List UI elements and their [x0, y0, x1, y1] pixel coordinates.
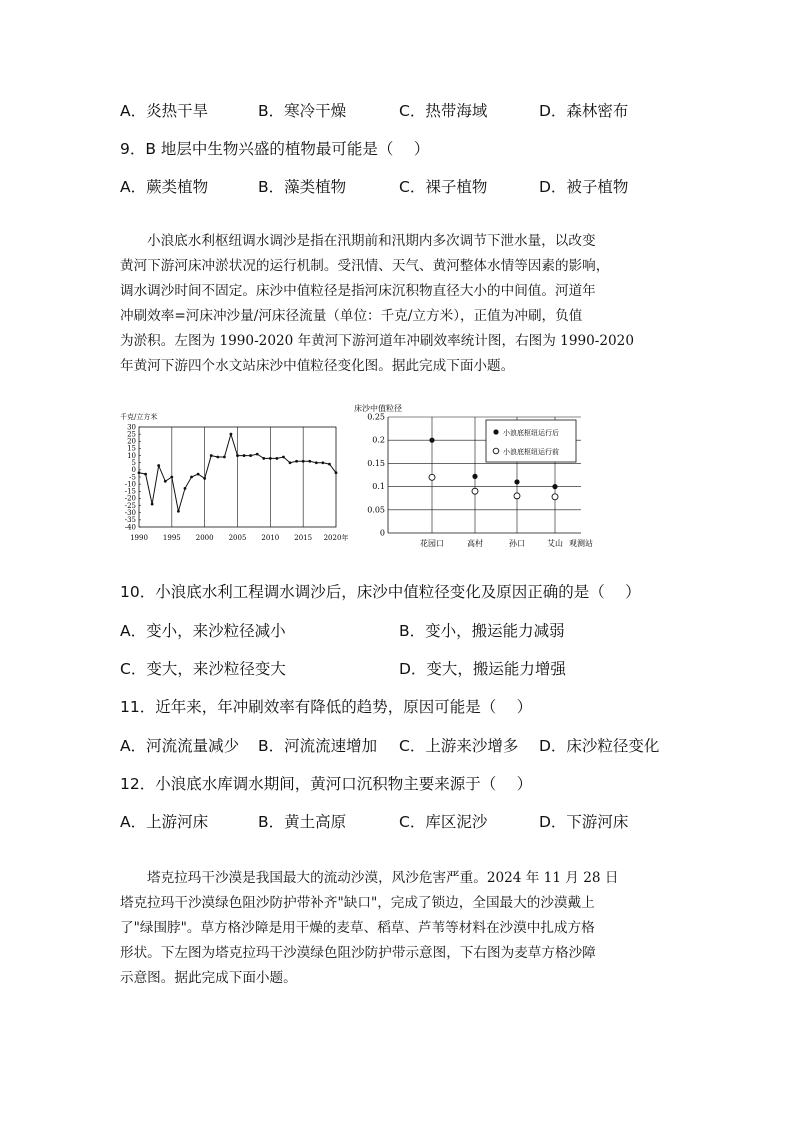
- passage-line: 为淤积。左图为 1990-2020 年黄河下游河道年冲刷效率统计图，右图为 1990-2020: [120, 333, 634, 349]
- left-x-tick-label: 2010: [261, 534, 280, 542]
- scouring-data-point: [328, 463, 331, 466]
- right-y-tick-label: 0.1: [372, 482, 385, 492]
- scouring-data-point: [315, 461, 318, 464]
- after-operation-point: [514, 479, 519, 484]
- before-operation-point: [429, 474, 435, 480]
- scouring-data-point: [308, 460, 311, 463]
- q9-option-d: D．被子植物: [539, 178, 629, 196]
- scouring-data-point: [170, 476, 173, 479]
- scouring-data-point: [216, 456, 219, 459]
- q8-option-c: C．热带海域: [399, 102, 488, 120]
- passage-line: 塔克拉玛干沙漠是我国最大的流动沙漠，风沙危害严重。2024 年 11 月 28 日: [147, 870, 619, 886]
- left-y-tick-label: 15: [127, 444, 136, 453]
- passage-line: 形状。下左图为塔克拉玛干沙漠绿色阻沙防护带示意图，下右图为麦草方格沙障: [120, 945, 596, 961]
- scouring-data-point: [144, 473, 147, 476]
- right-chart-ylabel: 床沙中值粒径: [354, 404, 402, 413]
- left-y-tick-label: 5: [131, 459, 136, 468]
- left-y-tick-label: 25: [127, 430, 136, 439]
- scouring-data-point: [276, 457, 279, 460]
- left-y-tick-label: -10: [124, 480, 136, 489]
- passage-line: 黄河下游河床冲淤状况的运行机制。受汛情、天气、黄河整体水情等因素的影响，: [120, 258, 610, 274]
- scouring-data-point: [151, 503, 154, 506]
- passage-line: 了"绿围脖"。草方格沙障是用干燥的麦草、稻草、芦苇等材料在沙漠中扎成方格: [120, 920, 595, 936]
- q9-stem: 9．B 地层中生物兴盛的植物最可能是（ ）: [120, 140, 430, 158]
- scouring-data-point: [295, 460, 298, 463]
- left-y-tick-label: -15: [124, 487, 136, 496]
- q12-stem: 12．小浪底水库调水期间，黄河口沉积物主要来源于（ ）: [120, 775, 533, 793]
- passage-line: 年黄河下游四个水文站床沙中值粒径变化图。据此完成下面小题。: [120, 358, 515, 374]
- scouring-data-point: [335, 471, 338, 474]
- left-chart-x-ticks: [130, 533, 348, 542]
- scouring-data-point: [197, 473, 200, 476]
- q12-option-d: D．下游河床: [539, 813, 629, 831]
- left-y-tick-label: -30: [124, 509, 136, 518]
- left-y-tick-label: -5: [129, 473, 136, 482]
- q12-option-b: B．黄土高原: [258, 813, 347, 831]
- right-chart-x-ticks: [420, 538, 563, 548]
- scouring-efficiency-chart: [112, 405, 357, 550]
- legend-after-label: 小浪底枢纽运行后: [503, 429, 559, 437]
- q10-option-c: C．变大，来沙粒径变大: [120, 660, 286, 678]
- q11-option-a: A．河流流量减少: [120, 737, 240, 755]
- scouring-data-point: [184, 487, 187, 490]
- scouring-data-point: [203, 477, 206, 480]
- passage-xiaolangdi: [120, 229, 676, 379]
- q11-option-c: C．上游来沙增多: [399, 737, 519, 755]
- left-x-tick-label: 2020年: [323, 534, 349, 542]
- q12-option-c: C．库区泥沙: [399, 813, 488, 831]
- scouring-data-point: [164, 480, 167, 483]
- right-y-tick-label: 0.05: [367, 505, 385, 515]
- before-operation-point: [514, 493, 520, 499]
- q10-stem: 10．小浪底水利工程调水调沙后，床沙中值粒径变化及原因正确的是（ ）: [120, 583, 641, 601]
- scouring-data-point: [157, 464, 160, 467]
- left-y-tick-label: 20: [127, 437, 136, 446]
- left-x-tick-label: 2005: [228, 534, 247, 542]
- left-y-tick-label: -25: [124, 501, 136, 510]
- scouring-data-point: [236, 454, 239, 457]
- right-y-tick-label: 0: [379, 528, 385, 538]
- passage-line: 示意图。据此完成下面小题。: [120, 970, 297, 986]
- q8-option-a: A．炎热干旱: [120, 102, 209, 120]
- passage-line: 调水调沙时间不固定。床沙中值粒径是指河床沉积物直径大小的中间值。河道年: [120, 283, 596, 299]
- q11-stem: 11．近年来，年冲刷效率有降低的趋势，原因可能是（ ）: [120, 698, 533, 716]
- scouring-data-point: [230, 433, 233, 436]
- q10-option-d: D．变大，搬运能力增强: [399, 660, 566, 678]
- q9-option-a: A．蕨类植物: [120, 178, 209, 196]
- legend-filled-marker: [493, 429, 498, 434]
- left-y-tick-label: -20: [124, 494, 136, 503]
- chart-legend: [486, 420, 576, 462]
- left-y-tick-label: 10: [127, 451, 136, 460]
- grain-size-chart: [346, 398, 616, 553]
- q8-option-d: D．森林密布: [539, 102, 629, 120]
- scouring-data-point: [282, 456, 285, 459]
- scouring-data-point: [269, 457, 272, 460]
- q8-option-b: B．寒冷干燥: [258, 102, 347, 120]
- scouring-data-point: [289, 461, 292, 464]
- left-chart-y-ticks: [125, 423, 141, 531]
- left-x-tick-label: 1990: [130, 534, 148, 542]
- left-x-tick-label: 2015: [294, 534, 313, 542]
- scouring-data-point: [210, 454, 213, 457]
- scouring-data-point: [190, 476, 193, 479]
- passage-line: 冲刷效率=河床冲沙量/河床径流量（单位：千克/立方米），正值为冲刷，负值: [120, 308, 583, 324]
- after-operation-point: [429, 438, 434, 443]
- scouring-data-point: [177, 510, 180, 513]
- q9-option-c: C．裸子植物: [399, 178, 488, 196]
- before-operation-point: [552, 494, 558, 500]
- q10-option-a: A．变小，来沙粒径减小: [120, 622, 286, 640]
- left-y-tick-label: 0: [131, 466, 136, 475]
- left-y-tick-label: 30: [127, 423, 136, 432]
- right-y-tick-label: 0.2: [372, 435, 385, 445]
- passage-line: 小浪底水利枢纽调水调沙是指在汛期前和汛期内多次调节下泄水量，以改变: [147, 233, 596, 249]
- q12-option-a: A．上游河床: [120, 813, 209, 831]
- after-operation-point: [552, 484, 557, 489]
- scouring-data-point: [262, 457, 265, 460]
- passage-line: 塔克拉玛干沙漠绿色阻沙防护带补齐"缺口"，完成了锁边，全国最大的沙漠戴上: [120, 895, 595, 911]
- station-label: 艾山: [547, 539, 563, 548]
- scouring-data-point: [243, 454, 246, 457]
- scouring-data-point: [223, 456, 226, 459]
- right-chart-xlabel: 观测站: [569, 539, 593, 548]
- q11-option-b: B．河流流速增加: [258, 737, 378, 755]
- passage-taklimakan: [120, 866, 676, 991]
- right-chart-y-ticks: [367, 413, 385, 538]
- left-x-tick-label: 2000: [195, 534, 214, 542]
- scouring-data-point: [249, 454, 252, 457]
- after-operation-point: [472, 474, 477, 479]
- scouring-data-point: [138, 471, 141, 474]
- station-label: 高村: [467, 539, 483, 548]
- q9-option-b: B．藻类植物: [258, 178, 347, 196]
- left-y-tick-label: -40: [124, 523, 136, 532]
- before-operation-point: [472, 488, 478, 494]
- scouring-data-point: [256, 453, 259, 456]
- legend-hollow-marker: [493, 448, 499, 454]
- scouring-data-point: [321, 461, 324, 464]
- right-y-tick-label: 0.15: [367, 458, 385, 468]
- q11-option-d: D．床沙粒径变化: [539, 737, 660, 755]
- station-label: 孙口: [509, 539, 525, 548]
- scouring-data-point: [302, 460, 305, 463]
- right-y-tick-label: 0.25: [367, 412, 385, 422]
- station-label: 花园口: [420, 539, 444, 548]
- left-x-tick-label: 1995: [162, 534, 181, 542]
- left-y-tick-label: -35: [124, 516, 136, 525]
- legend-before-label: 小浪底枢纽运行前: [503, 448, 559, 456]
- q10-option-b: B．变小，搬运能力减弱: [399, 622, 565, 640]
- left-chart-ylabel: 千克/立方米: [120, 413, 158, 421]
